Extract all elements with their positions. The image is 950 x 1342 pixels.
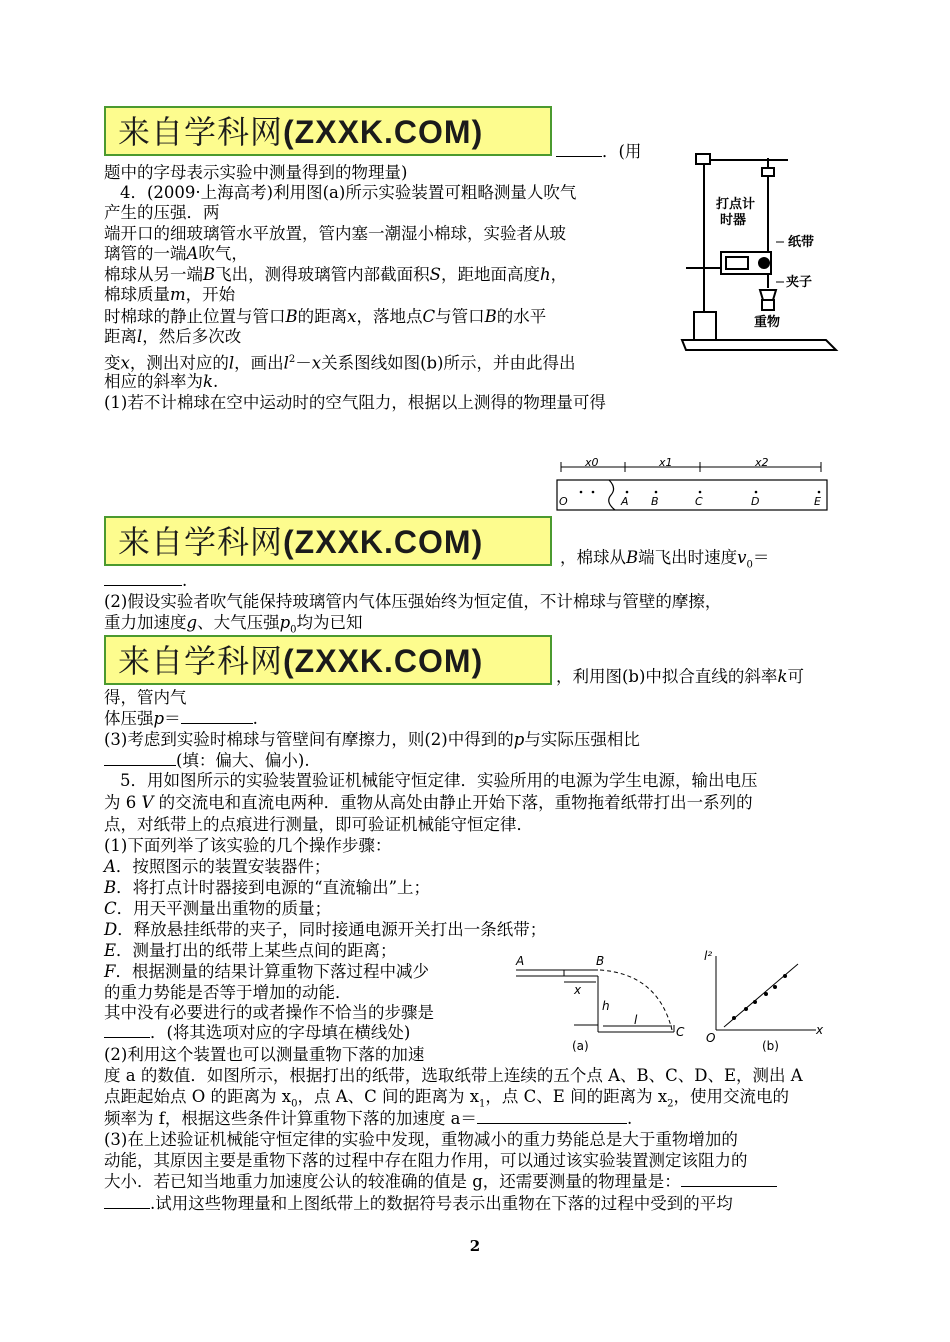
label-b-point: B <box>596 954 605 968</box>
apparatus-figure <box>676 150 856 365</box>
point-o: O <box>559 495 568 508</box>
q4-text: 端开口的细玻璃管水平放置，管内塞一潮湿小棉球，实验者从玻 <box>104 224 566 243</box>
caption-a: (a) <box>572 1039 589 1053</box>
answer-blank-line: (填：偏大、偏小). <box>104 751 310 771</box>
figure-a-b <box>508 950 833 1055</box>
answer-blank-line: ．(将其选项对应的字母填在横线处) <box>104 1023 410 1043</box>
q4-heading: 4．(2009·上海高考)利用图(a)所示实验装置可粗略测量人吹气 <box>120 183 577 202</box>
watermark-cjk: 来自学科网 <box>118 113 284 151</box>
q5-option-f: F．根据测量的结果计算重物下落过程中减少 <box>104 962 429 981</box>
q4-text: 得，管内气 <box>104 688 187 707</box>
label-tape: 纸带 <box>788 235 815 250</box>
q5-text: 的重力势能是否等于增加的动能． <box>104 983 352 1002</box>
q4-text: 璃管的一端A吹气， <box>104 244 248 263</box>
caption-b: (b) <box>762 1039 779 1053</box>
q4-text: 题中的字母表示实验中测量得到的物理量) <box>104 163 408 182</box>
q5-text: 点距起始点 O 的距离为 $x_0$，点 A、C 间的距离为 $x_1$，点 C、E 间的距离为 $x_2$，使用交流电的 <box>104 1087 790 1110</box>
q5-option-e: E．测量打出的纸带上某些点间的距离； <box>104 941 397 960</box>
q5-text: (2)利用这个装置也可以测量重物下落的加速 <box>104 1045 425 1064</box>
q5-text: 频率为 f，根据这些条件计算重物下落的加速度 a＝ . <box>104 1109 633 1128</box>
point-c: C <box>695 495 703 508</box>
q5-option-b: B．将打点计时器接到电源的“直流输出”上； <box>104 878 431 897</box>
q5-text: 大小．若已知当地重力加速度公认的较准确的值是 g，还需要测量的物理量是： <box>104 1172 777 1192</box>
label-x0: x0 <box>585 456 599 469</box>
label-clip: 夹子 <box>786 275 813 290</box>
q5-text: 点，对纸带上的点痕进行测量，即可验证机械能守恒定律． <box>104 815 533 834</box>
q4-text: ，利用图(b)中拟合直线的斜率k可 <box>556 667 804 686</box>
label-x2: x2 <box>755 456 769 469</box>
answer-blank-line: . <box>104 571 187 591</box>
label-timer-2: 时器 <box>720 213 747 228</box>
watermark-banner: 来自学科网(ZXXK.COM) <box>104 635 552 685</box>
q5-option-a: A．按照图示的装置安装器件； <box>104 857 331 876</box>
q4-text: 棉球质量m，开始 <box>104 285 236 304</box>
q5-option-c: C．用天平测量出重物的质量； <box>104 899 332 918</box>
q4-text: 时棉球的静止位置与管口B的距离x，落地点C与管口B的水平 <box>104 307 547 326</box>
point-a: A <box>621 495 629 508</box>
q5-heading: 5．用如图所示的实验装置验证机械能守恒定律．实验所用的电源为学生电源，输出电压 <box>120 771 758 790</box>
q5-text: 度 a 的数值．如图所示，根据打出的纸带，选取纸带上连续的五个点 A、B、C、D、E，测出 A <box>104 1066 803 1085</box>
answer-blank-line: ．(用 <box>556 142 641 162</box>
label-l: l <box>634 1013 638 1027</box>
label-origin: O <box>706 1031 716 1045</box>
paper-tape-figure <box>555 456 830 512</box>
q5-text: .试用这些物理量和上图纸带上的数据符号表示出重物在下落的过程中受到的平均 <box>104 1194 733 1214</box>
q4-text: 变x，测出对应的l，画出$l^2-x$关系图线如图(b)所示，并由此得出 <box>104 353 576 373</box>
q4-text: 相应的斜率为k. <box>104 372 219 391</box>
label-x-axis: x <box>816 1023 824 1037</box>
label-timer: 打点计 <box>716 197 756 212</box>
q5-text: (1)下面列举了该实验的几个操作步骤： <box>104 836 392 855</box>
q5-text: 其中没有必要进行的或者操作不恰当的步骤是 <box>104 1003 434 1022</box>
page-number: 2 <box>469 1237 481 1255</box>
q4-text: 距离l，然后多次改 <box>104 327 242 346</box>
q4-text: 重力加速度g、大气压强$p_0$均为已知 <box>104 613 363 636</box>
q4-text: 棉球从另一端B飞出，测得玻璃管内部截面积S，距地面高度h， <box>104 265 568 284</box>
q5-option-d: D．释放悬挂纸带的夹子，同时接通电源开关打出一条纸带； <box>104 920 547 939</box>
q4-text: 体压强p＝ . <box>104 709 258 728</box>
label-h: h <box>602 999 610 1013</box>
point-e: E <box>814 495 821 508</box>
q4-text: (1)若不计棉球在空中运动时的空气阻力，根据以上测得的物理量可得 <box>104 393 606 412</box>
q5-text: 动能，其原因主要是重物下落的过程中存在阻力作用，可以通过该实验装置测定该阻力的 <box>104 1151 748 1170</box>
q4-text: 产生的压强．两 <box>104 203 220 222</box>
q5-text: 为 6 V 的交流电和直流电两种．重物从高处由静止开始下落，重物拖着纸带打出一系列的 <box>104 793 753 812</box>
point-d: D <box>751 495 760 508</box>
label-weight: 重物 <box>754 315 781 330</box>
label-a-point: A <box>516 954 525 968</box>
q4-text: (2)假设实验者吹气能保持玻璃管内气体压强始终为恒定值，不计棉球与管壁的摩擦， <box>104 592 722 611</box>
watermark-banner <box>104 106 552 156</box>
watermark-ascii: (ZXXK.COM) <box>283 114 484 150</box>
label-x: x <box>574 983 582 997</box>
label-c-point: C <box>676 1025 685 1039</box>
label-l2-axis: l² <box>704 950 713 963</box>
watermark-banner: 来自学科网(ZXXK.COM) <box>104 516 552 566</box>
point-b: B <box>651 495 659 508</box>
q4-text: ，棉球从B端飞出时速度$v_0=$ <box>560 548 770 571</box>
q5-text: (3)在上述验证机械能守恒定律的实验中发现，重物减小的重力势能总是大于重物增加的 <box>104 1130 738 1149</box>
q4-text: (3)考虑到实验时棉球与管壁间有摩擦力，则(2)中得到的p与实际压强相比 <box>104 730 640 749</box>
label-x1: x1 <box>659 456 673 469</box>
